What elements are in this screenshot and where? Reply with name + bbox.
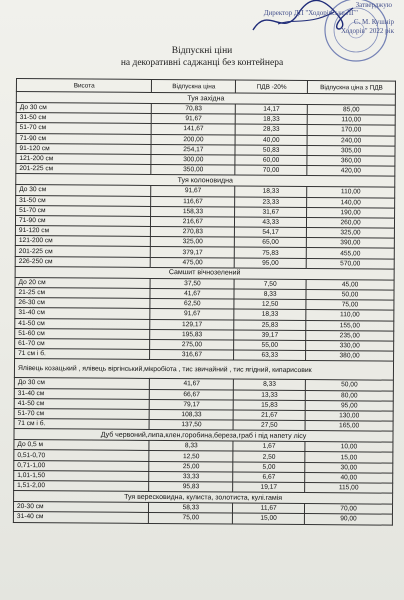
cell-price-with-vat: 110,00 — [306, 310, 394, 321]
cell-price: 33,33 — [149, 471, 233, 482]
cell-price-with-vat: 75,00 — [306, 300, 394, 311]
cell-price: 8,33 — [149, 441, 233, 452]
cell-price-with-vat: 140,00 — [307, 197, 395, 208]
cell-height: 31-50 см — [16, 195, 152, 206]
cell-vat: 28,33 — [235, 124, 307, 135]
cell-height: 26-30 см — [15, 298, 151, 309]
stamp-name: С. М. Кушнір — [353, 18, 394, 26]
cell-height: 71 см і б. — [14, 419, 150, 430]
cell-price: 316,67 — [150, 350, 234, 361]
cell-price: 350,00 — [151, 165, 235, 176]
cell-height: 51-70 см — [16, 123, 152, 134]
section-title: Дуб червоний,липа,клен,горобина,береза,граб і під напету лісу — [14, 429, 393, 443]
cell-vat: 18,33 — [234, 309, 306, 320]
cell-vat: 27,50 — [233, 420, 305, 431]
cell-price: 62,50 — [150, 299, 234, 310]
cell-price: 275,00 — [150, 339, 234, 350]
section-title: Туя західна — [16, 92, 395, 106]
cell-price: 300,00 — [151, 154, 235, 165]
header-vat: ПДВ -20% — [236, 80, 308, 94]
cell-height: До 30 см — [16, 185, 152, 196]
cell-price: 95,83 — [149, 481, 233, 492]
cell-price-with-vat: 455,00 — [306, 248, 394, 259]
cell-price: 254,17 — [151, 144, 235, 155]
cell-price: 91,67 — [150, 309, 234, 320]
cell-price: 66,67 — [150, 389, 234, 400]
header-price-with-vat: Відпускна ціна з ПДВ — [307, 81, 395, 95]
cell-price: 137,50 — [150, 420, 234, 431]
cell-height: 31-40 см — [13, 512, 149, 523]
cell-vat: 25,83 — [234, 320, 306, 331]
stamp-approve: Затверджую — [355, 1, 392, 9]
cell-vat: 70,00 — [235, 165, 307, 176]
cell-price-with-vat: 240,00 — [307, 135, 395, 146]
cell-price-with-vat: 50,00 — [306, 290, 394, 301]
cell-vat: 65,00 — [235, 237, 307, 248]
cell-price: 129,17 — [150, 319, 234, 330]
cell-vat: 50,83 — [235, 145, 307, 156]
cell-price: 91,67 — [151, 186, 235, 197]
cell-height: 20-30 см — [13, 502, 149, 513]
cell-height: 201-225 см — [16, 164, 152, 175]
cell-height: 31-50 см — [16, 113, 152, 124]
cell-vat: 18,33 — [235, 114, 307, 125]
cell-vat: 40,00 — [235, 135, 307, 146]
cell-price: 41,67 — [150, 379, 234, 390]
cell-height: 91-120 см — [15, 226, 151, 237]
cell-price-with-vat: 40,00 — [305, 472, 393, 483]
cell-price: 108,33 — [150, 409, 234, 420]
cell-price-with-vat: 170,00 — [307, 125, 395, 136]
cell-price-with-vat: 30,00 — [305, 462, 393, 473]
cell-height: 1,51-2,00 — [14, 480, 150, 491]
stamp-director: Директор ДП "Ходорівське ЛГ" — [263, 9, 358, 17]
cell-price: 270,83 — [151, 227, 235, 238]
cell-vat: 7,50 — [234, 279, 306, 290]
cell-height: 91-120 см — [16, 143, 152, 154]
cell-vat: 6,67 — [233, 472, 305, 483]
cell-height: 41-50 см — [14, 398, 150, 409]
cell-height: 201-225 см — [15, 246, 151, 257]
cell-vat: 8,33 — [234, 289, 306, 300]
cell-price: 379,17 — [151, 247, 235, 258]
cell-price-with-vat: 95,00 — [305, 400, 393, 411]
cell-height: 0,51-0,70 — [14, 450, 150, 461]
cell-height: 31-40 см — [14, 388, 150, 399]
cell-price-with-vat: 110,00 — [307, 187, 395, 198]
header-height: Висота — [16, 79, 152, 93]
section-title: Самшит вічнозелений — [15, 266, 394, 280]
cell-price-with-vat: 50,00 — [305, 380, 393, 391]
header-price: Відпускна ціна — [152, 79, 236, 93]
cell-height: 121-200 см — [16, 153, 152, 164]
cell-price: 141,67 — [152, 124, 236, 135]
cell-vat: 8,33 — [234, 379, 306, 390]
cell-price: 79,17 — [150, 399, 234, 410]
cell-price-with-vat: 325,00 — [306, 228, 394, 239]
cell-height: 71 см і б. — [15, 349, 151, 360]
title-line-1: Відпускні ціни — [171, 46, 233, 56]
cell-price-with-vat: 70,00 — [305, 504, 393, 515]
cell-price-with-vat: 420,00 — [307, 166, 395, 177]
cell-price: 25,00 — [149, 461, 233, 472]
cell-vat: 75,83 — [235, 247, 307, 258]
cell-price: 12,50 — [149, 451, 233, 462]
price-table — [13, 78, 396, 525]
cell-price-with-vat: 85,00 — [307, 105, 395, 116]
cell-price-with-vat: 10,00 — [305, 442, 393, 453]
cell-price: 37,50 — [151, 278, 235, 289]
cell-vat: 15,00 — [233, 513, 305, 524]
section-title: Ялівець козацький , ялівець віргінський,мікробіота , тис звичайний , тис ягідний, кипарисовик — [14, 359, 393, 381]
cell-vat: 43,33 — [235, 217, 307, 228]
cell-height: 51-70 см — [16, 205, 152, 216]
cell-price-with-vat: 15,00 — [305, 452, 393, 463]
cell-price-with-vat: 360,00 — [307, 155, 395, 166]
cell-price-with-vat: 130,00 — [305, 410, 393, 421]
cell-vat: 13,33 — [234, 390, 306, 401]
cell-vat: 21,67 — [233, 410, 305, 421]
cell-price: 75,00 — [149, 513, 233, 524]
cell-price-with-vat: 190,00 — [307, 207, 395, 218]
cell-price: 91,67 — [152, 114, 236, 125]
cell-price-with-vat: 155,00 — [306, 320, 394, 331]
cell-height: 51-60 см — [15, 328, 151, 339]
cell-price-with-vat: 390,00 — [306, 238, 394, 249]
cell-price: 195,83 — [150, 329, 234, 340]
cell-height: 51-70 см — [14, 408, 150, 419]
cell-vat: 23,33 — [235, 197, 307, 208]
cell-price: 325,00 — [151, 237, 235, 248]
cell-height: 226-250 см — [15, 256, 151, 267]
cell-vat: 15,83 — [233, 400, 305, 411]
cell-price-with-vat: 115,00 — [305, 483, 393, 494]
cell-vat: 2,50 — [233, 451, 305, 462]
cell-price-with-vat: 110,00 — [307, 115, 395, 126]
cell-height: 1,01-1,50 — [14, 470, 150, 481]
cell-vat: 63,33 — [234, 350, 306, 361]
table-body — [13, 92, 395, 525]
cell-price: 200,00 — [152, 134, 236, 145]
title-line-2: на декоративні саджанці без контейнера — [120, 58, 284, 68]
cell-price-with-vat: 165,00 — [305, 421, 393, 432]
cell-vat: 31,67 — [235, 207, 307, 218]
cell-vat: 55,00 — [234, 340, 306, 351]
cell-vat: 19,17 — [233, 482, 305, 493]
cell-price: 41,67 — [150, 288, 234, 299]
cell-price: 70,83 — [152, 103, 236, 114]
cell-height: До 30 см — [14, 378, 150, 389]
cell-height: 41-50 см — [15, 318, 151, 329]
cell-height: 121-200 см — [15, 236, 151, 247]
cell-vat: 5,00 — [233, 462, 305, 473]
document-title — [0, 45, 404, 69]
cell-price: 116,67 — [151, 196, 235, 207]
cell-height: До 30 см — [16, 103, 152, 114]
cell-height: До 20 см — [15, 277, 151, 288]
cell-price: 58,33 — [149, 503, 233, 514]
cell-vat: 1,67 — [233, 441, 305, 452]
cell-price: 158,33 — [151, 206, 235, 217]
cell-vat: 95,00 — [234, 258, 306, 269]
cell-price-with-vat: 80,00 — [305, 390, 393, 401]
cell-price: 216,67 — [151, 216, 235, 227]
cell-height: 31-40 см — [15, 308, 151, 319]
cell-price-with-vat: 235,00 — [306, 330, 394, 341]
cell-price-with-vat: 45,00 — [306, 279, 394, 290]
cell-vat: 14,17 — [236, 104, 308, 115]
cell-vat: 54,17 — [235, 227, 307, 238]
cell-vat: 11,67 — [233, 503, 305, 514]
cell-price-with-vat: 380,00 — [306, 351, 394, 362]
section-title: Туя вересковидна, кулиста, золотиста, кулі.гамія — [14, 491, 393, 505]
section-row — [14, 359, 393, 381]
cell-height: 0,71-1,00 — [14, 460, 150, 471]
section-title: Туя колоновидна — [16, 174, 395, 188]
cell-height: 71-90 см — [15, 215, 151, 226]
cell-price-with-vat: 305,00 — [307, 145, 395, 156]
cell-price: 475,00 — [151, 257, 235, 268]
cell-height: 21-25 см — [15, 287, 151, 298]
cell-price-with-vat: 330,00 — [306, 340, 394, 351]
table-row — [13, 512, 392, 525]
cell-price-with-vat: 260,00 — [307, 217, 395, 228]
cell-height: 61-70 см — [15, 338, 151, 349]
cell-price-with-vat: 90,00 — [304, 514, 392, 525]
cell-vat: 12,50 — [234, 299, 306, 310]
cell-vat: 18,33 — [235, 186, 307, 197]
cell-height: 71-90 см — [16, 133, 152, 144]
cell-vat: 39,17 — [234, 330, 306, 341]
cell-vat: 60,00 — [235, 155, 307, 166]
cell-price-with-vat: 570,00 — [306, 258, 394, 269]
cell-height: До 0,5 м — [14, 440, 150, 451]
stamp-year: "Ходорів" 2022 рік — [338, 27, 394, 35]
